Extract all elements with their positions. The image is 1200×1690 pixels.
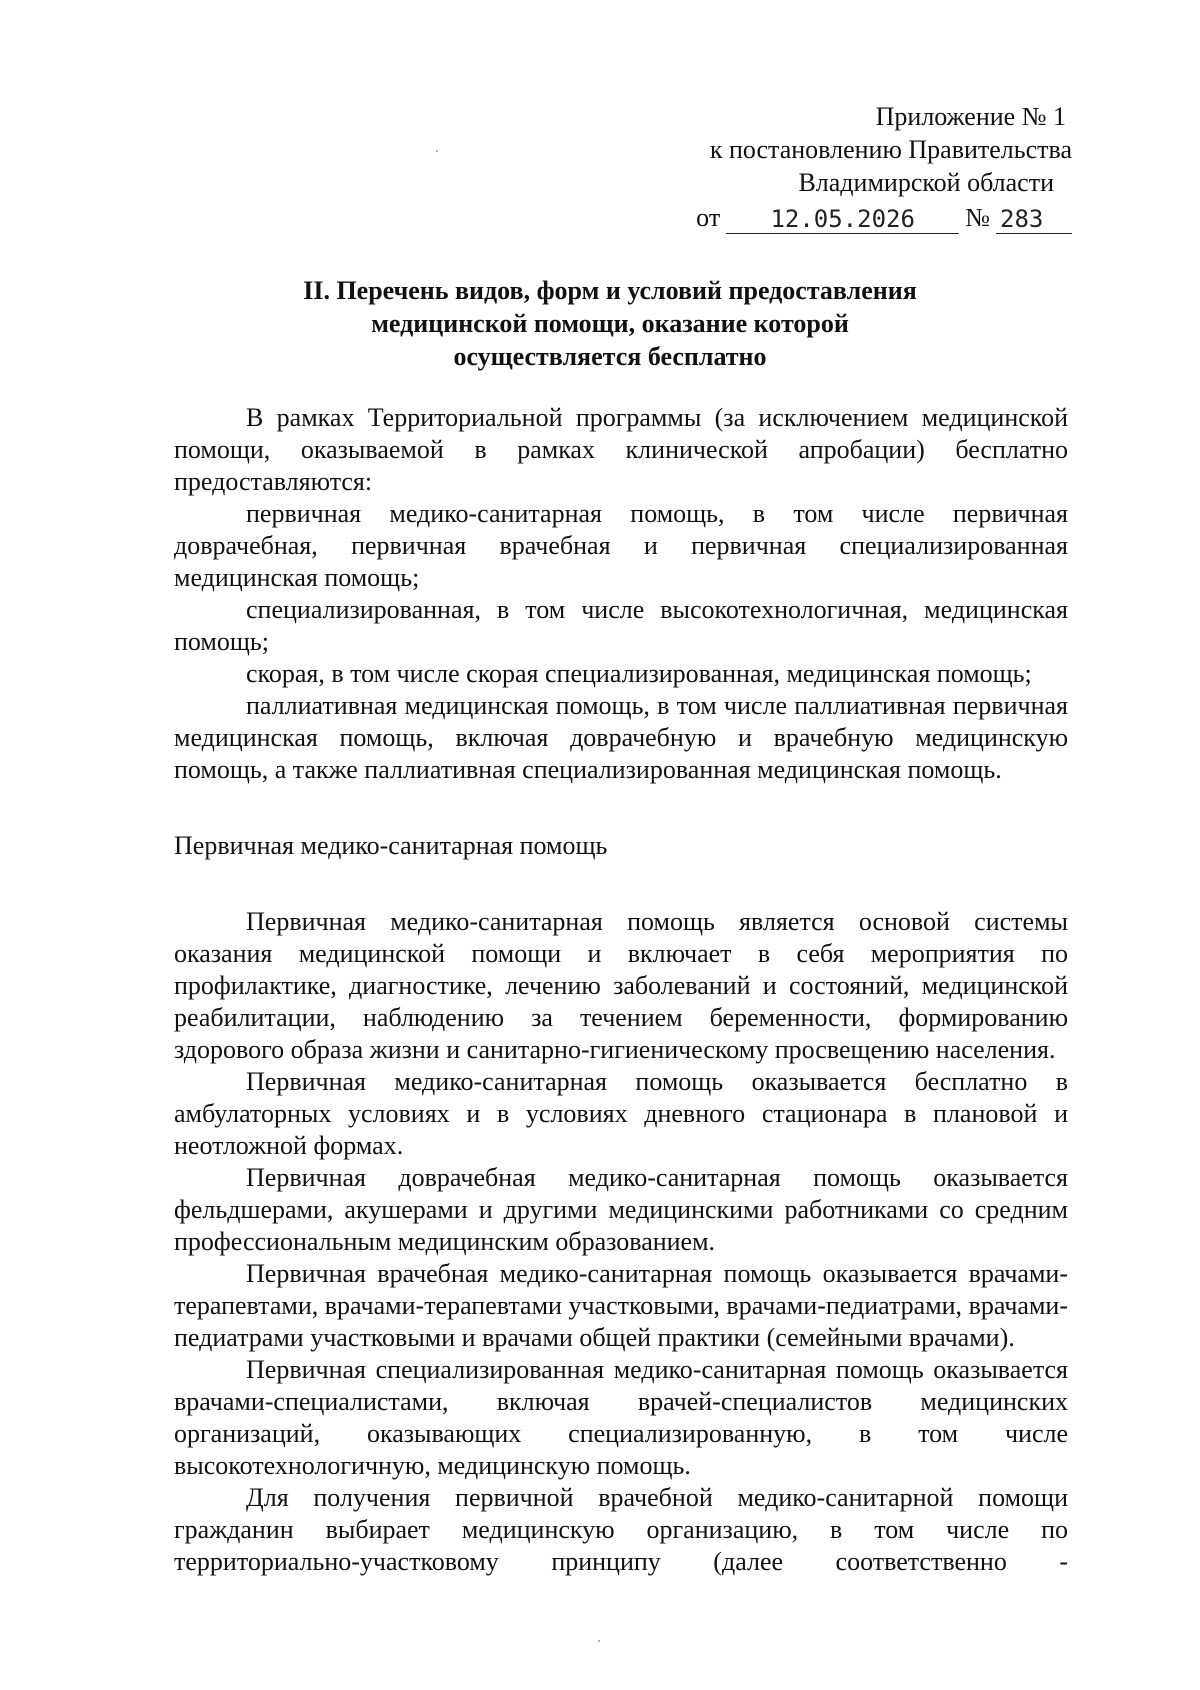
appendix-date-number-line (632, 201, 1072, 234)
section-paragraph-1: Первичная медико-санитарная помощь является основой системы оказания медицинской помощи и включает в себя мероприятия по профилактике, диагностике, лечению заболеваний и состояний, медицинской реабилитации, наблюдению за течением беременности, формированию здорового образа жизни и санитарно-гигиеническому просвещению населения. (174, 907, 1068, 1064)
appendix-title: Приложение № 1 (875, 102, 1066, 131)
list-item-emergency-care: скорая, в том числе скорая специализированная, медицинская помощь; (246, 659, 1032, 688)
heading-line-3: осуществляется бесплатно (453, 342, 767, 371)
section-paragraph-2: Первичная медико-санитарная помощь оказывается бесплатно в амбулаторных условиях и в условиях дневного стационара в плановой и неотложной формах. (174, 1067, 1068, 1160)
resolution-number: 283 (996, 206, 1072, 234)
appendix-region: Владимирской области (798, 168, 1054, 197)
list-item-primary-care: первичная медико-санитарная помощь, в том числе первичная доврачебная, первичная врачебная и первичная специализированная медицинская помощь; (174, 499, 1068, 592)
heading-line-2: медицинской помощи, оказание которой (371, 309, 849, 338)
document-body (174, 402, 1068, 1578)
section-paragraph-5: Первичная специализированная медико-санитарная помощь оказывается врачами-специалистами, включая врачей-специалистов медицинских организаций, оказывающих специализированную, в том числе высокотехнологичную, медицинскую помощь. (174, 1355, 1068, 1480)
heading-line-1: II. Перечень видов, форм и условий предоставления (303, 276, 917, 305)
list-item-palliative-care: паллиативная медицинская помощь, в том числе паллиативная первичная медицинская помощь, включая доврачебную и врачебную медицинскую помощь, а также паллиативная специализированная медицинская помощь. (174, 691, 1068, 784)
date-prefix: от (696, 203, 721, 232)
scan-speck (598, 1640, 600, 1642)
section-title: Первичная медико-санитарная помощь (174, 831, 608, 860)
document-heading (180, 274, 1040, 373)
number-prefix: № (965, 203, 990, 232)
list-item-specialized-care: специализированная, в том числе высокотехнологичная, медицинская помощь; (174, 595, 1068, 656)
appendix-block (632, 100, 1072, 234)
section-paragraph-4: Первичная врачебная медико-санитарная помощь оказывается врачами-терапевтами, врачами-терапевтами участковыми, врачами-педиатрами, врачами-педиатрами участковыми и врачами общей практики (семейными врачами). (174, 1259, 1068, 1352)
scan-speck (436, 150, 438, 152)
section-paragraph-3: Первичная доврачебная медико-санитарная помощь оказывается фельдшерами, акушерами и другими медицинскими работниками со средним профессиональным медицинским образованием. (174, 1163, 1068, 1256)
section-paragraph-6: Для получения первичной врачебной медико-санитарной помощи гражданин выбирает медицинскую организацию, в том числе по территориально-участковому принципу (далее соответственно - (174, 1483, 1068, 1576)
resolution-date: 12.05.2026 (726, 206, 959, 234)
appendix-resolution-ref: к постановлению Правительства (709, 135, 1072, 164)
intro-paragraph: В рамках Территориальной программы (за исключением медицинской помощи, оказываемой в рамках клинической апробации) бесплатно предоставляются: (174, 403, 1068, 496)
